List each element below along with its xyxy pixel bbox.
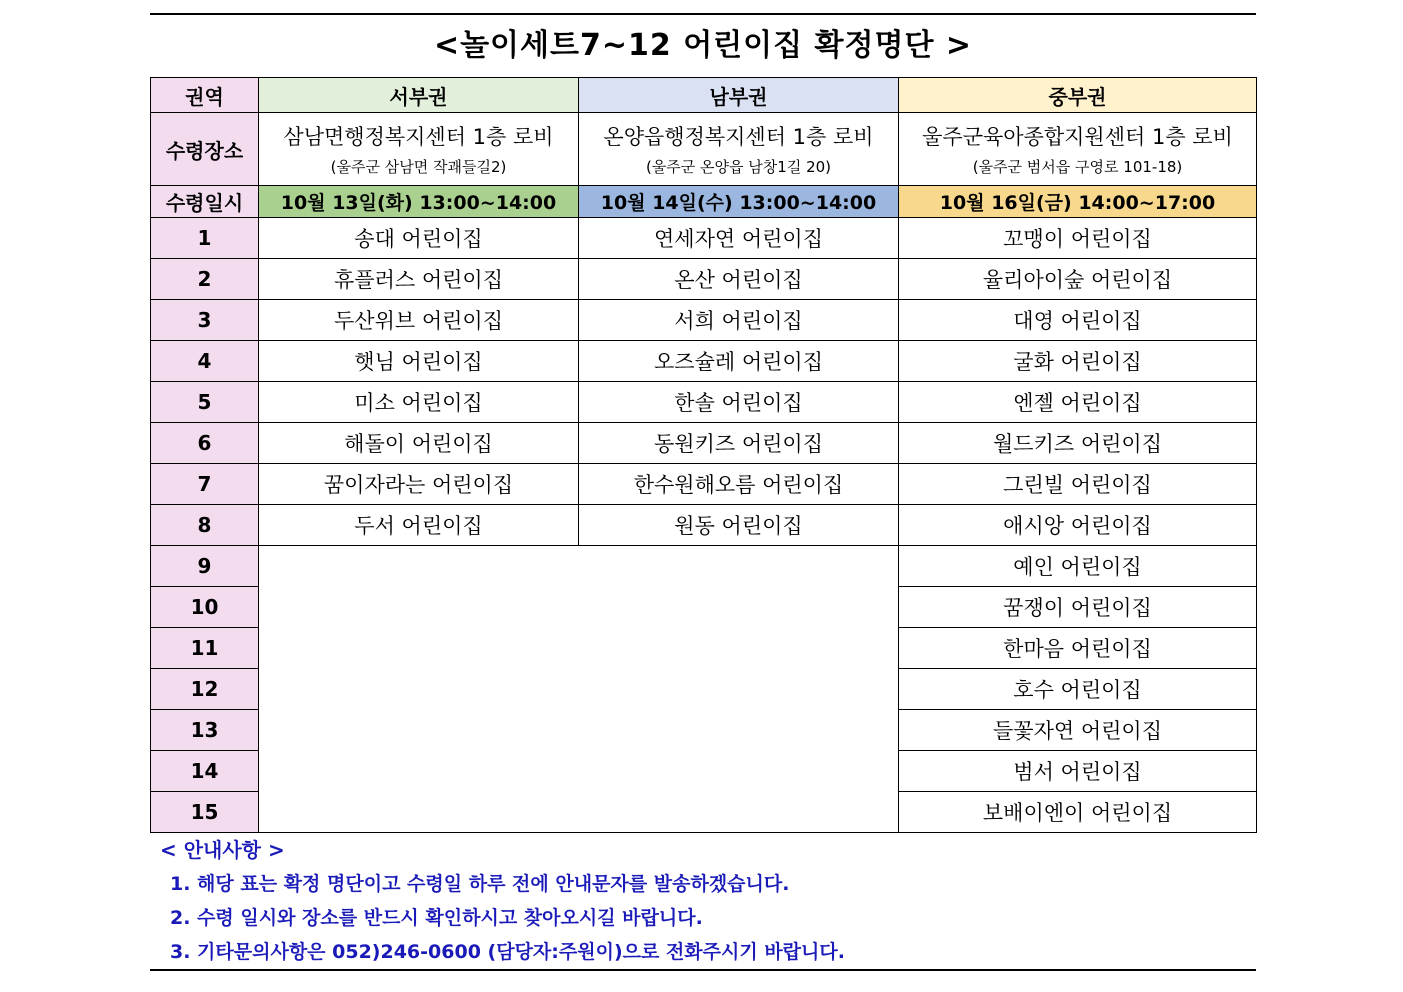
date-south: 10월 14일(수) 13:00~14:00 <box>579 186 899 218</box>
table-row <box>151 546 1257 587</box>
central-daycare: 굴화 어린이집 <box>899 341 1257 382</box>
row-number: 9 <box>151 546 259 587</box>
south-daycare: 온산 어린이집 <box>579 259 899 300</box>
location-label: 수령장소 <box>151 113 259 186</box>
west-daycare: 미소 어린이집 <box>259 382 579 423</box>
table-row <box>151 341 1257 382</box>
row-number: 6 <box>151 423 259 464</box>
notice-line: 2. 수령 일시와 장소를 반드시 확인하시고 찾아오시길 바랍니다. <box>170 907 703 929</box>
region-west: 서부권 <box>259 78 579 113</box>
location-central-name: 울주군육아종합지원센터 1층 로비 <box>922 125 1233 149</box>
central-daycare: 예인 어린이집 <box>899 546 1257 587</box>
date-west: 10월 13일(화) 13:00~14:00 <box>259 186 579 218</box>
location-south-address: (울주군 온양읍 남창1길 20) <box>645 158 832 176</box>
table-row <box>151 382 1257 423</box>
location-west <box>259 113 579 186</box>
south-daycare: 원동 어린이집 <box>579 505 899 546</box>
row-number: 7 <box>151 464 259 505</box>
central-daycare: 월드키즈 어린이집 <box>899 423 1257 464</box>
central-daycare: 호수 어린이집 <box>899 669 1257 710</box>
row-number: 2 <box>151 259 259 300</box>
west-daycare: 송대 어린이집 <box>259 218 579 259</box>
table-row <box>151 300 1257 341</box>
region-south: 남부권 <box>579 78 899 113</box>
central-daycare: 꼬맹이 어린이집 <box>899 218 1257 259</box>
central-daycare: 대영 어린이집 <box>899 300 1257 341</box>
west-daycare: 두산위브 어린이집 <box>259 300 579 341</box>
notice-line: 1. 해당 표는 확정 명단이고 수령일 하루 전에 안내문자를 발송하겠습니다. <box>170 873 790 895</box>
region-label: 권역 <box>151 78 259 113</box>
west-daycare: 휴플러스 어린이집 <box>259 259 579 300</box>
table-row <box>151 505 1257 546</box>
row-number: 3 <box>151 300 259 341</box>
central-daycare: 보배이엔이 어린이집 <box>899 792 1257 833</box>
location-south-name: 온양읍행정복지센터 1층 로비 <box>603 125 874 149</box>
south-daycare: 연세자연 어린이집 <box>579 218 899 259</box>
row-number: 8 <box>151 505 259 546</box>
central-daycare: 엔젤 어린이집 <box>899 382 1257 423</box>
location-west-name: 삼남면행정복지센터 1층 로비 <box>283 125 554 149</box>
notice-title: < 안내사항 > <box>160 838 285 862</box>
row-number: 11 <box>151 628 259 669</box>
west-daycare: 두서 어린이집 <box>259 505 579 546</box>
region-header-row <box>151 78 1257 113</box>
location-west-address: (울주군 삼남면 작괘들길2) <box>330 158 507 176</box>
notice-line: 3. 기타문의사항은 052)246-0600 (담당자:주원이)으로 전화주시기 바랍니다. <box>170 941 845 963</box>
table-row <box>151 464 1257 505</box>
location-row <box>151 113 1257 186</box>
central-daycare: 율리아이숲 어린이집 <box>899 259 1257 300</box>
empty-cell <box>259 546 899 833</box>
central-daycare: 범서 어린이집 <box>899 751 1257 792</box>
central-daycare: 그린빌 어린이집 <box>899 464 1257 505</box>
notice-section <box>150 834 1256 970</box>
roster-table <box>150 77 1257 833</box>
location-central-address: (울주군 범서읍 구영로 101-18) <box>972 158 1183 176</box>
row-number: 1 <box>151 218 259 259</box>
central-daycare: 들꽃자연 어린이집 <box>899 710 1257 751</box>
row-number: 10 <box>151 587 259 628</box>
west-daycare: 햇님 어린이집 <box>259 341 579 382</box>
central-daycare: 한마음 어린이집 <box>899 628 1257 669</box>
south-daycare: 서희 어린이집 <box>579 300 899 341</box>
row-number: 13 <box>151 710 259 751</box>
location-central <box>899 113 1257 186</box>
central-daycare: 꿈쟁이 어린이집 <box>899 587 1257 628</box>
top-rule <box>150 13 1256 15</box>
south-daycare: 한수원해오름 어린이집 <box>579 464 899 505</box>
south-daycare: 오즈슐레 어린이집 <box>579 341 899 382</box>
table-row <box>151 423 1257 464</box>
table-row <box>151 218 1257 259</box>
location-south <box>579 113 899 186</box>
row-number: 12 <box>151 669 259 710</box>
row-number: 14 <box>151 751 259 792</box>
row-number: 5 <box>151 382 259 423</box>
table-row <box>151 259 1257 300</box>
row-number: 4 <box>151 341 259 382</box>
row-number: 15 <box>151 792 259 833</box>
south-daycare: 동원키즈 어린이집 <box>579 423 899 464</box>
date-row <box>151 186 1257 218</box>
date-label: 수령일시 <box>151 186 259 218</box>
date-central: 10월 16일(금) 14:00~17:00 <box>899 186 1257 218</box>
south-daycare: 한솔 어린이집 <box>579 382 899 423</box>
region-central: 중부권 <box>899 78 1257 113</box>
west-daycare: 꿈이자라는 어린이집 <box>259 464 579 505</box>
central-daycare: 애시앙 어린이집 <box>899 505 1257 546</box>
bottom-rule <box>150 969 1256 971</box>
page-title: <놀이세트7~12 어린이집 확정명단 > <box>433 28 973 63</box>
west-daycare: 해돌이 어린이집 <box>259 423 579 464</box>
